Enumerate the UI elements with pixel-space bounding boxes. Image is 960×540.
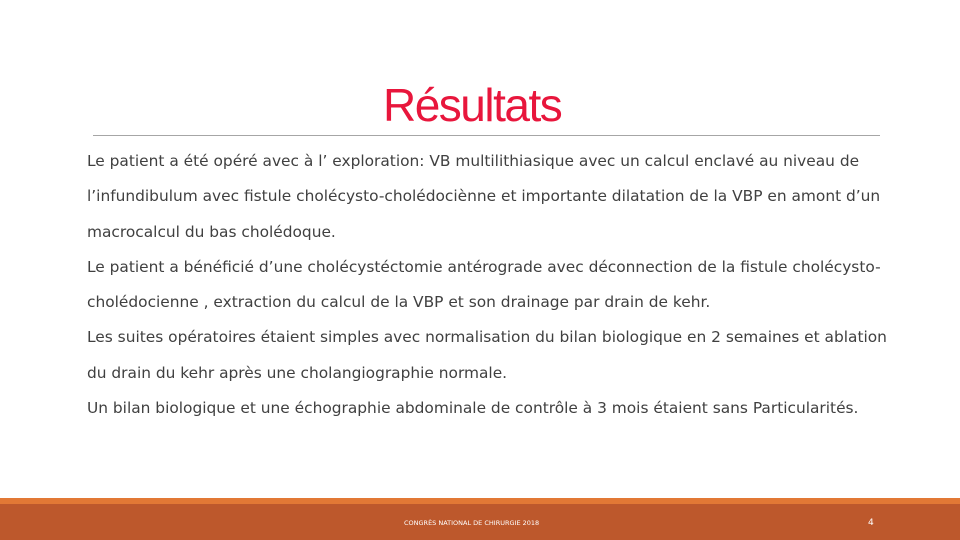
slide-body: [87, 144, 887, 426]
slide-title: Résultats: [383, 79, 562, 131]
slide-number: 4: [868, 518, 874, 528]
paragraph-postop: Les suites opératoires étaient simples avec normalisation du bilan biologique en 2 semaines et ablation du drain du kehr après une cholangiographie normale.: [87, 328, 887, 382]
paragraph-procedure: Le patient a bénéficié d’une cholécystéctomie antérograde avec déconnection de la fistule cholécysto-cholédocienne , extraction du calcul de la VBP et son drainage par drain de kehr.: [87, 257, 881, 312]
title-divider: [93, 135, 880, 136]
footer-conference-name: CONGRÈS NATIONAL DE CHIRURGIE 2018: [404, 519, 540, 527]
paragraph-operation: Le patient a été opéré avec à l’ exploration: VB multilithiasique avec un calcul enclavé au niveau de l’infundibulum avec fistule cholécysto-cholédociènne et importante dilatation de la VBP en amont d’un macrocalcul du bas cholédoque.: [87, 152, 881, 241]
paragraph-followup: Un bilan biologique et une échographie abdominale de contrôle à 3 mois étaient sans Particularités.: [87, 399, 859, 418]
